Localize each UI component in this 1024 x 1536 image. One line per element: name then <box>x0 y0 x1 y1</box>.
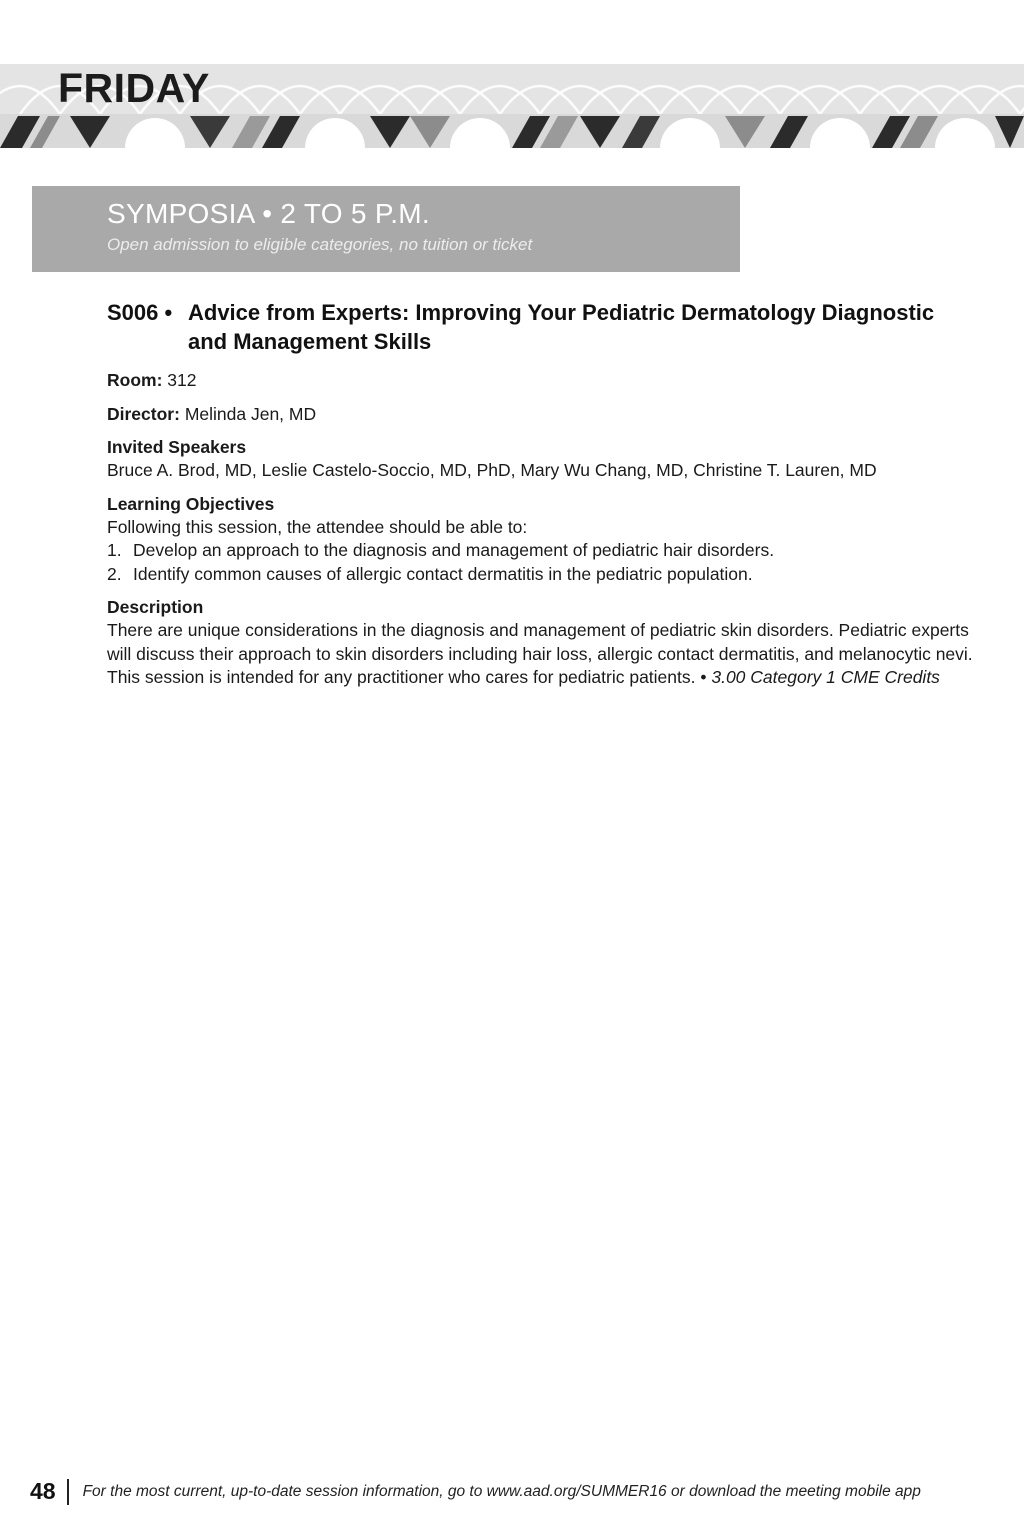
session-content <box>107 298 977 690</box>
session-code: S006 • <box>107 300 173 325</box>
objectives-intro: Following this session, the attendee should be able to: <box>107 516 528 537</box>
objective-number: 2. <box>107 563 122 584</box>
footer-text: For the most current, up-to-date session information, go to www.aad.org/SUMMER16 or download the meeting mobile app <box>82 1482 921 1500</box>
section-subtitle: Open admission to eligible categories, no tuition or ticket <box>107 235 533 254</box>
description-heading: Description <box>107 597 204 617</box>
cme-credits: 3.00 Category 1 CME Credits <box>711 667 940 687</box>
section-header-box <box>32 186 740 272</box>
objectives-heading: Learning Objectives <box>107 493 275 514</box>
director-value: Melinda Jen, MD <box>184 404 317 424</box>
speakers-list: Bruce A. Brod, MD, Leslie Castelo-Soccio, MD, PhD, Mary Wu Chang, MD, Christine T. Lauren, MD <box>107 460 877 480</box>
objective-text: Develop an approach to the diagnosis and management of pediatric hair disorders. <box>133 540 775 560</box>
page-footer <box>30 1478 921 1505</box>
description-text <box>107 619 977 690</box>
day-title: FRIDAY <box>58 65 210 111</box>
speakers-heading: Invited Speakers <box>107 437 247 457</box>
objective-item <box>107 563 977 587</box>
page-number: 48 <box>30 1478 56 1504</box>
footer-divider <box>67 1479 69 1505</box>
session-title: Advice from Experts: Improving Your Pediatric Dermatology Diagnostic and Management Skills <box>188 300 935 354</box>
director-label: Director: <box>107 404 180 424</box>
room-value: 312 <box>167 370 197 390</box>
room-label: Room: <box>107 370 163 390</box>
objective-item <box>107 539 977 563</box>
director-field <box>107 402 977 426</box>
objective-number: 1. <box>107 540 122 560</box>
section-title: SYMPOSIA • 2 TO 5 P.M. <box>107 198 430 229</box>
objective-text: Identify common causes of allergic contact dermatitis in the pediatric population. <box>133 563 753 584</box>
description-body: There are unique considerations in the diagnosis and management of pediatric skin disorders. Pediatric experts will discuss their approach to skin disorders including hair loss, allergic contact dermatitis, and melanocytic nevi. This session is intended for any practitioner who cares for pediatric patients. • <box>107 620 973 687</box>
room-field <box>107 368 977 392</box>
session-heading <box>107 298 977 356</box>
